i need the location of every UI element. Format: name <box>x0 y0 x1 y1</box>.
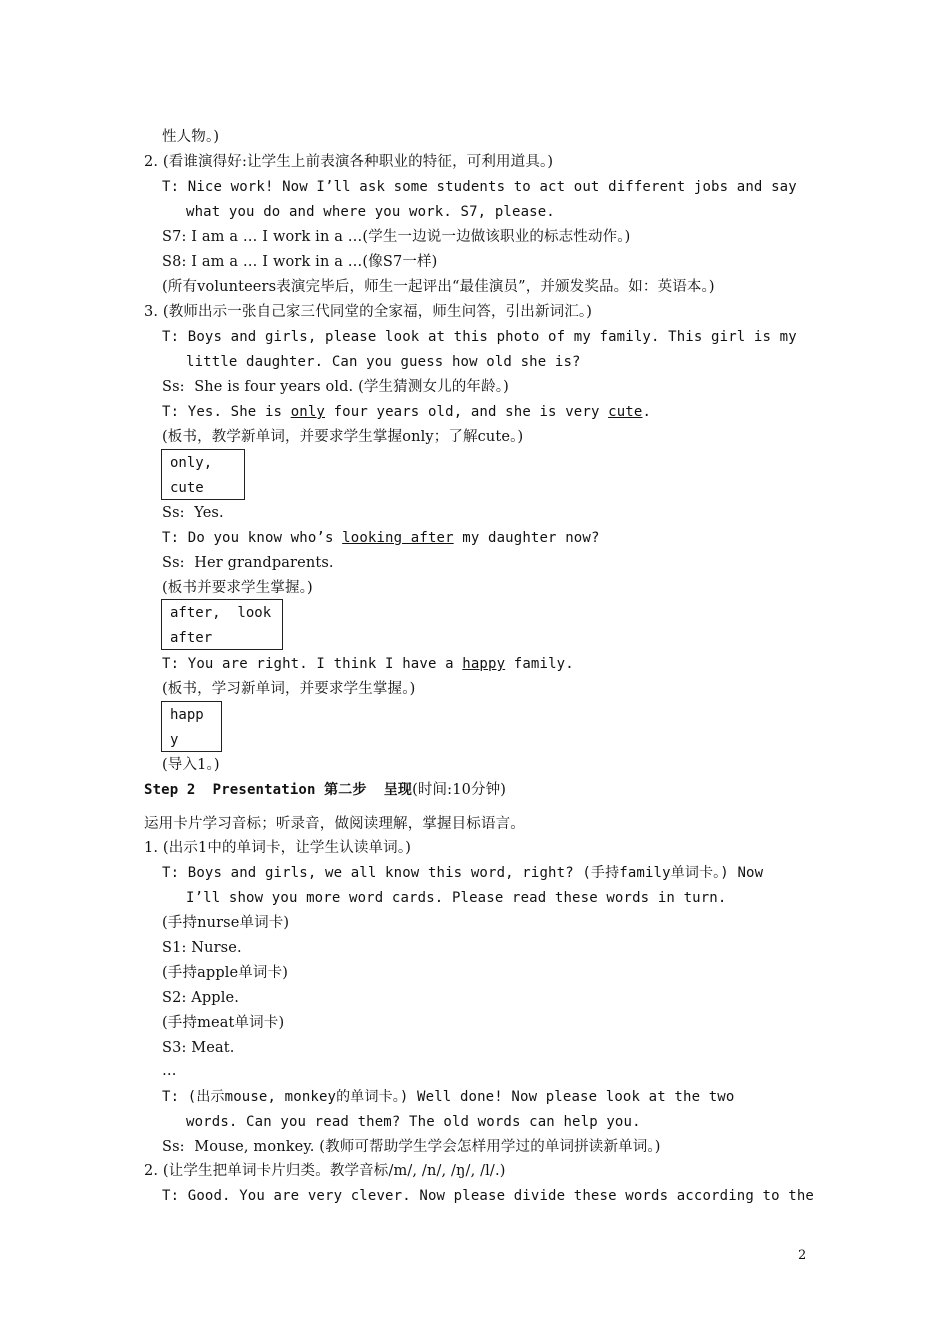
text-line: Ss: Yes. <box>162 505 224 521</box>
text-segment: four years old, and she is very <box>325 404 609 420</box>
box-line: after, look <box>170 605 272 621</box>
text-line: S3: Meat. <box>162 1040 235 1056</box>
text-line: (板书，教学新单词，并要求学生掌握only；了解cute。) <box>162 429 524 445</box>
text-line: T: Nice work! Now I’ll ask some students to act out different jobs and say <box>162 179 797 195</box>
text-line: S1: Nurse. <box>162 940 242 956</box>
text-line: 2. (让学生把单词卡片归类。教学音标/m/, /n/, /ŋ/, /l/.) <box>144 1163 506 1179</box>
text-line: (手持meat单词卡) <box>162 1015 285 1031</box>
text-line: 3. (教师出示一张自己家三代同堂的全家福，师生问答，引出新词汇。) <box>144 304 593 320</box>
text-line: (手持nurse单词卡) <box>162 915 290 931</box>
text-line: (导入1。) <box>162 757 220 773</box>
text-line <box>162 528 600 548</box>
page-number: 2 <box>798 1248 807 1263</box>
box-line: y <box>170 732 179 748</box>
underlined-phrase-looking-after: looking after <box>342 530 454 546</box>
underlined-word-only: only <box>290 404 326 420</box>
blackboard-box-look-after <box>161 599 283 650</box>
text-line: words. Can you read them? The old words can help you. <box>186 1114 641 1130</box>
text-line: Ss: Mouse, monkey. (教师可帮助学生学会怎样用学过的单词拼读新单词。) <box>162 1139 661 1155</box>
text-segment: T: Yes. She is <box>162 404 291 420</box>
text-segment: T: You are right. I think I have a <box>162 656 463 672</box>
text-line: what you do and where you work. S7, please. <box>186 204 555 220</box>
text-line: (板书，学习新单词，并要求学生掌握。) <box>162 681 416 697</box>
text-segment: family. <box>505 656 574 672</box>
blackboard-box-happy <box>161 701 222 752</box>
text-segment: . <box>642 404 652 420</box>
underlined-word-happy: happy <box>462 656 506 672</box>
text-line: 1. (出示1中的单词卡，让学生认读单词。) <box>144 840 412 856</box>
text-segment: my daughter now? <box>453 530 600 546</box>
text-line: little daughter. Can you guess how old she is? <box>186 354 581 370</box>
text-line: S2: Apple. <box>162 990 240 1006</box>
underlined-word-cute: cute <box>608 404 643 420</box>
text-line: (板书并要求学生掌握。) <box>162 580 313 596</box>
section-heading <box>144 780 506 800</box>
text-line: S8: I am a … I work in a …(像S7一样) <box>162 254 438 270</box>
blackboard-box-only-cute <box>161 449 245 500</box>
text-line: T: Boys and girls, we all know this word, right? (手持family单词卡。) Now <box>162 865 764 881</box>
text-line: T: Boys and girls, please look at this photo of my family. This girl is my <box>162 329 797 345</box>
text-segment: T: Do you know who’s <box>162 530 343 546</box>
text-line <box>162 654 574 674</box>
text-line: 性人物。) <box>162 129 220 145</box>
box-line: happ <box>170 707 204 723</box>
text-line: (手持apple单词卡) <box>162 965 289 981</box>
text-line: T: Good. You are very clever. Now please divide these words according to the <box>162 1188 814 1204</box>
text-line: S7: I am a … I work in a …(学生一边说一边做该职业的标志性动作。) <box>162 229 631 245</box>
text-line: Ss: She is four years old. (学生猜测女儿的年龄。) <box>162 379 509 395</box>
text-line: 运用卡片学习音标；听录音，做阅读理解，掌握目标语言。 <box>144 816 525 832</box>
heading-time: (时间:10分钟) <box>412 782 507 798</box>
text-line <box>162 402 651 422</box>
text-line: (所有volunteers表演完毕后，师生一起评出“最佳演员”，并颁发奖品。如：英语本。) <box>162 279 715 295</box>
box-line: cute <box>170 480 204 496</box>
text-line: Ss: Her grandparents. <box>162 555 334 571</box>
text-line: T: (出示mouse, monkey的单词卡。) Well done! Now please look at the two <box>162 1089 735 1105</box>
box-line: only, <box>170 455 213 471</box>
ellipsis-line: … <box>162 1063 177 1079</box>
text-line: 2. (看谁演得好:让学生上前表演各种职业的特征，可利用道具。) <box>144 154 554 170</box>
text-line: I’ll show you more word cards. Please read these words in turn. <box>186 890 727 906</box>
box-line: after <box>170 630 213 646</box>
heading-bold: Step 2 Presentation 第二步 呈现 <box>144 782 413 798</box>
